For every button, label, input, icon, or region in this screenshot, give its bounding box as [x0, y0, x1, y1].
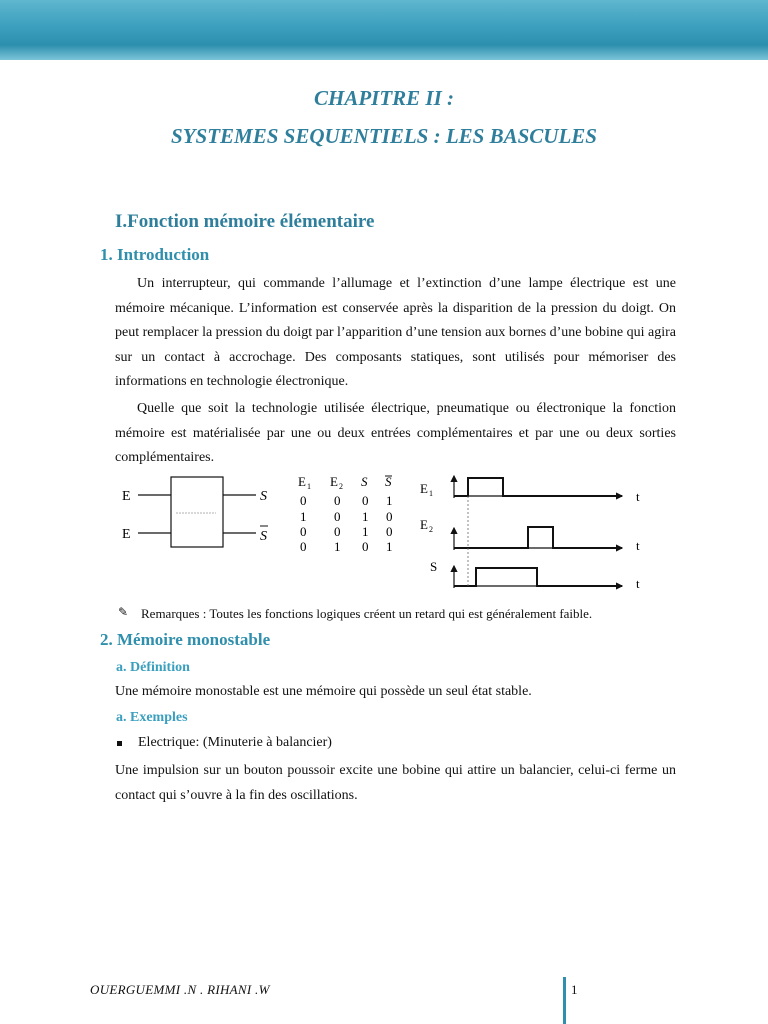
chrono-label-e1-sub: 1	[429, 489, 433, 498]
truth-table-cell: 0	[334, 524, 341, 539]
chrono-time-label-2: t	[636, 538, 640, 553]
truth-table-cell: 1	[300, 509, 307, 524]
section-heading-fonction-memoire: I.Fonction mémoire élémentaire	[115, 211, 375, 232]
chrono-label-e1: E	[420, 481, 428, 496]
truth-table-row	[300, 509, 393, 524]
block-output-label-s-bar: S	[260, 529, 267, 544]
chrono-label-e2-sub: 2	[429, 525, 433, 534]
pencil-icon: ✎	[118, 605, 129, 619]
chapter-title: CHAPITRE II :	[313, 86, 455, 110]
heading-exemples: a. Exemples	[116, 710, 188, 725]
remark-text: Remarques : Toutes les fonctions logiques créent un retard qui est généralement faible.	[141, 606, 593, 621]
truth-table-cell: 0	[334, 509, 341, 524]
truth-table-cell: 0	[300, 539, 307, 554]
truth-table-row	[300, 493, 393, 508]
chrono-label-e2: E	[420, 517, 428, 532]
truth-table-cell: 1	[386, 493, 393, 508]
truth-table-cell: 0	[300, 493, 307, 508]
signal-e1-waveform	[454, 478, 622, 496]
page-number: 1	[571, 982, 578, 997]
bullet-item-electrique: Electrique: (Minuterie à balancier)	[138, 735, 332, 750]
truth-table-cell: 1	[362, 524, 369, 539]
subsection-heading-memoire-monostable: 2. Mémoire monostable	[100, 630, 271, 649]
chrono-time-label-1: t	[636, 489, 640, 504]
header-band	[0, 0, 768, 60]
footer-divider	[563, 977, 566, 1024]
chrono-time-label-3: t	[636, 576, 640, 591]
signal-s-waveform	[454, 568, 622, 586]
truth-table-header-s-bar: S	[385, 474, 392, 489]
truth-table-cell: 0	[300, 524, 307, 539]
block-input-label-2: E	[122, 527, 131, 542]
intro-paragraph-2: Quelle que soit la technologie utilisée électrique, pneumatique ou électronique la fonction mémoire est matérialisée par une ou deux entrées complémentaires et par une ou deux sorties complémentaires.	[115, 401, 676, 465]
truth-table-header-e2: E	[330, 474, 338, 489]
chapter-subtitle: SYSTEMES SEQUENTIELS : LES BASCULES	[171, 124, 597, 148]
truth-table-cell: 0	[386, 524, 393, 539]
truth-table-cell: 0	[362, 539, 369, 554]
truth-table-cell: 0	[334, 493, 341, 508]
truth-table-row	[300, 539, 393, 554]
memory-block-diagram	[110, 470, 290, 580]
truth-table-header-e1: E	[298, 474, 306, 489]
truth-table-header	[298, 474, 392, 491]
footer-authors: OUERGUEMMI .N . RIHANI .W	[90, 982, 270, 997]
truth-table-cell: 1	[334, 539, 341, 554]
truth-table-cell: 0	[362, 493, 369, 508]
truth-table-header-s: S	[361, 474, 368, 489]
truth-table-header-e1-sub: 1	[307, 482, 311, 491]
bullet-marker	[117, 741, 122, 746]
chronogram	[412, 468, 652, 598]
block-output-label-s: S	[260, 489, 267, 504]
truth-table-cell: 0	[386, 509, 393, 524]
subsection-heading-introduction: 1. Introduction	[100, 245, 210, 264]
memory-block	[171, 477, 223, 547]
signal-e2-waveform	[454, 527, 622, 548]
heading-definition: a. Définition	[116, 660, 190, 675]
block-input-label-1: E	[122, 489, 131, 504]
truth-table-cell: 1	[386, 539, 393, 554]
truth-table-cell: 1	[362, 509, 369, 524]
definition-text: Une mémoire monostable est une mémoire qui possède un seul état stable.	[115, 684, 532, 699]
truth-table-header-e2-sub: 2	[339, 482, 343, 491]
monostable-paragraph: Une impulsion sur un bouton poussoir excite une bobine qui attire un balancier, celui-ci ferme un contact qui s’ouvre à la fin des oscillations.	[115, 763, 676, 803]
truth-table	[290, 470, 405, 560]
chrono-label-s: S	[430, 559, 438, 574]
intro-paragraph-1: Un interrupteur, qui commande l’allumage et l’extinction d’une lampe électrique est une mémoire mécanique. L’information est conservée après la disparition de la pression du doigt. On peut remplacer la pression du doigt par l’apparition d’une tension aux bornes d’une bobine qui agira sur un contact à accrochage. Des composants statiques, sont utilisés pour mémoriser des informations en technologie électronique.	[115, 276, 676, 389]
truth-table-row	[300, 524, 393, 539]
